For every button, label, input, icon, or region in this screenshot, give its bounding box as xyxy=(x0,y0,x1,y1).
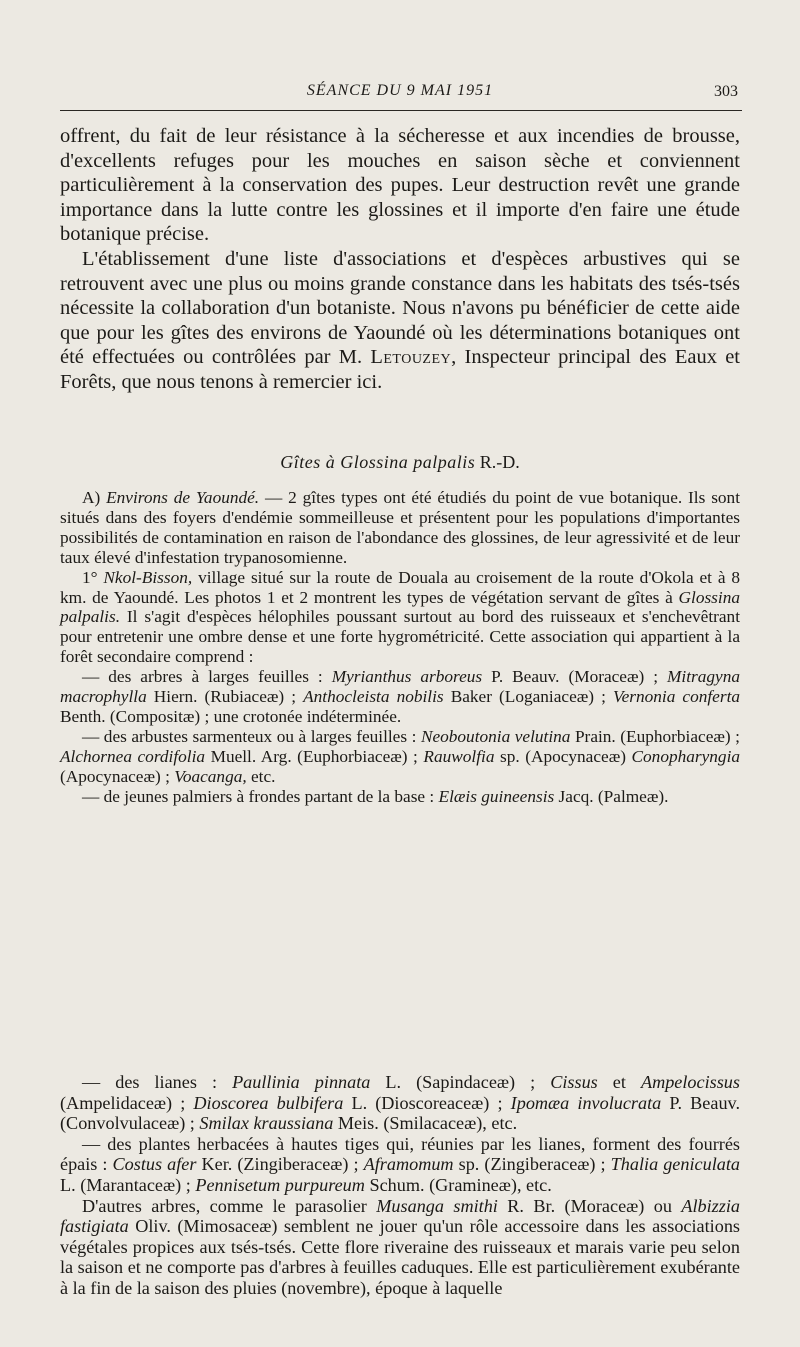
paragraph-refuges: offrent, du fait de leur résistance à la sécheresse et aux incendies de brousse, d'excellents refuges pour les mouches en saison sèche et conviennent particulièrement à la conservation des pupes. Leur destruction revêt une grande importance dans la lutte contre les glossines et il importe d'en faire une étude botanique précise. xyxy=(60,125,740,246)
list-item-palms: — de jeunes palmiers à frondes partant de la base : Elæis guineensis Jacq. (Palmeæ). xyxy=(82,786,669,806)
page-number: 303 xyxy=(714,83,738,100)
section-body-continued xyxy=(60,1072,740,1299)
list-item-lianas: — des lianes : Paullinia pinnata L. (Sapindaceæ) ; Cissus et Ampelocissus (Ampelidaceæ) ; Dioscorea bulbifera L. (Dioscoreaceæ) ; Ipomæa involucrata P. Beauv. (Convolvulaceæ) ; Smilax kraussiana Meis. (Smilacaceæ), etc. xyxy=(60,1072,740,1134)
paragraph-nkol-bisson: 1° Nkol-Bisson, village situé sur la route de Douala au croisement de la route d'Okola et à 8 km. de Yaoundé. Les photos 1 et 2 montrent les types de végétation servant de gîtes à Glossina palpalis. Il s'agit d'espèces hélophiles poussant surtout au bord des ruisseaux et s'enchevêtrant pour entretenir une ombre dense et une forte hygrométricité. Cette association qui appartient à la forêt secondaire comprend : xyxy=(60,567,740,667)
running-title: SÉANCE DU 9 MAI 1951 xyxy=(306,82,494,99)
list-item-trees: — des arbres à larges feuilles : Myrianthus arboreus P. Beauv. (Moraceæ) ; Mitragyna macrophylla Hiern. (Rubiaceæ) ; Anthocleista nobilis Baker (Loganiaceæ) ; Vernonia conferta Benth. (Compositæ) ; une crotonée indéterminée. xyxy=(60,667,741,726)
author-name-letouzey: Letouzey xyxy=(370,346,452,369)
list-item-shrubs: — des arbustes sarmenteux ou à larges feuilles : Neoboutonia velutina Prain. (Euphorbiaceæ) ; Alchornea cordifolia Muell. Arg. (Euphorbiaceæ) ; Rauwolfia sp. (Apocynaceæ) Conopharyngia (Apocynaceæ) ; Voacanga, etc. xyxy=(60,726,741,786)
section-body xyxy=(60,488,740,807)
paragraph-environs-yaounde: A) Environs de Yaoundé. — 2 gîtes types ont été étudiés du point de vue botanique. Ils sont situés dans des foyers d'endémie sommeilleuse et présentent pour les populations d'importantes possibilités de contamination en raison de l'abondance des glossines, de leur agressivité et de leur taux élevé d'infestation trypanosomienne. xyxy=(60,488,740,567)
running-header xyxy=(60,82,740,106)
intro-text xyxy=(60,124,740,395)
header-rule xyxy=(60,110,742,111)
paragraph-other-trees: D'autres arbres, comme le parasolier Musanga smithi R. Br. (Moraceæ) ou Albizzia fastigiata Oliv. (Mimosaceæ) semblent ne jouer qu'un rôle accessoire dans les associations végétales propices aux tsés-tsés. Cette flore riveraine des ruisseaux et marais varie peu selon la saison et ne comporte pas d'arbres à feuilles caduques. Elle est particulièrement exubérante à la fin de la saison des pluies (novembre), époque à laquelle xyxy=(60,1195,740,1298)
list-item-herbs: — des plantes herbacées à hautes tiges qui, réunies par les lianes, forment des fourrés épais : Costus afer Ker. (Zingiberaceæ) ; Aframomum sp. (Zingiberaceæ) ; Thalia geniculata L. (Marantaceæ) ; Pennisetum purpureum Schum. (Gramineæ), etc. xyxy=(60,1133,740,1195)
paragraph-botanist: L'établissement d'une liste d'associations et d'espèces arbustives qui se retrouvent avec une plus ou moins grande constance dans les habitats des tsés-tsés nécessite la collaboration d'un botaniste. Nous n'avons pu bénéficier de cette aide que pour les gîtes des environs de Yaoundé où les déterminations botaniques ont été effectuées ou contrôlées par M. Letouzey, Inspecteur principal des Eaux et Forêts, que nous tenons à remercier ici. xyxy=(60,247,740,393)
section-heading: Gîtes à Glossina palpalis R.-D. xyxy=(280,452,520,472)
